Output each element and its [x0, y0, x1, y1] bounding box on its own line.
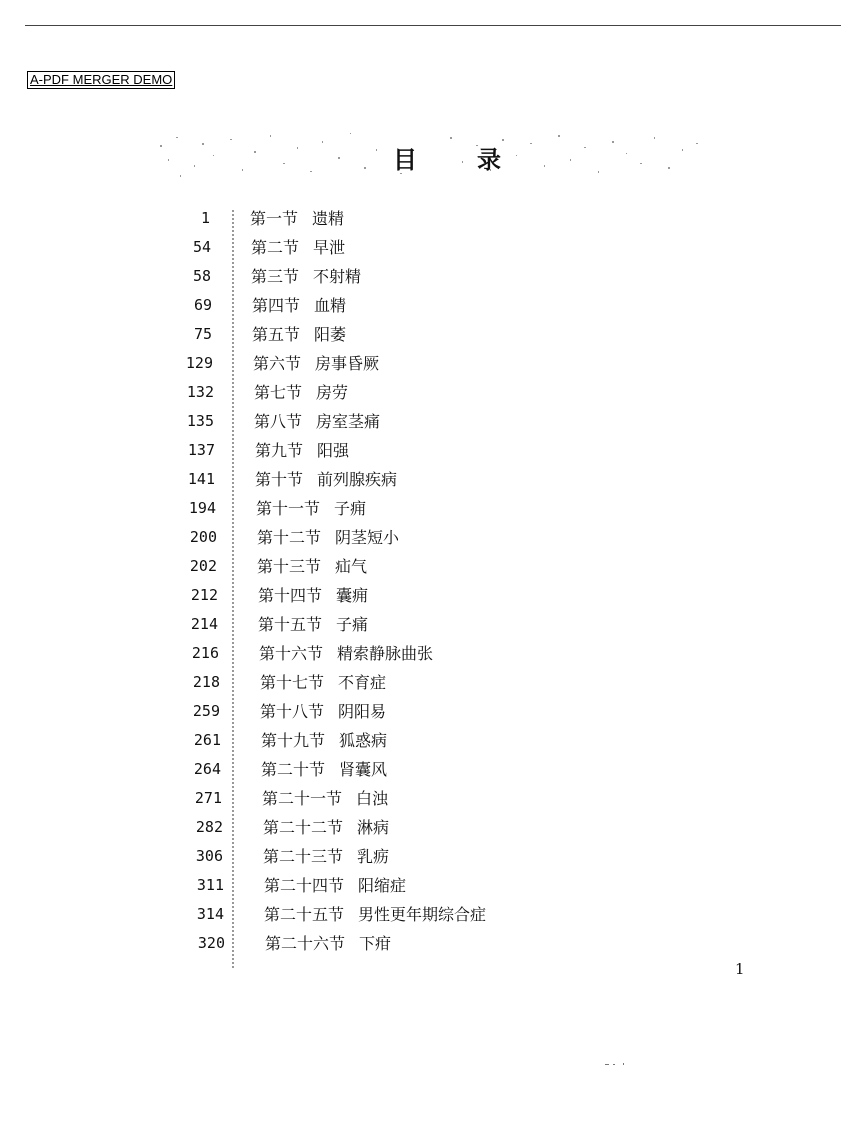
toc-entry[interactable] — [150, 523, 590, 552]
toc-section-name: 阳缩症 — [358, 876, 407, 895]
toc-page-number: 200 — [189, 528, 217, 546]
toc-section-label: 第二十三节 — [263, 847, 344, 866]
toc-page-number: 75 — [193, 325, 212, 343]
toc-page-number: 259 — [192, 702, 220, 720]
toc-section-name: 肾囊风 — [339, 760, 388, 779]
toc-section-name: 阳强 — [317, 441, 350, 460]
toc-entry[interactable] — [150, 842, 590, 871]
toc-entry[interactable] — [150, 262, 590, 291]
toc-entry[interactable] — [150, 436, 590, 465]
toc-section-label: 第七节 — [254, 383, 303, 402]
toc-section-name: 狐惑病 — [339, 731, 388, 750]
toc-section-label: 第二十二节 — [263, 818, 344, 837]
toc-page-number: 1 — [200, 209, 210, 227]
toc-section-label: 第一节 — [250, 209, 299, 228]
table-of-contents — [150, 204, 590, 958]
toc-section-name: 血精 — [314, 296, 347, 315]
toc-section-label: 第二十一节 — [262, 789, 343, 808]
toc-entry[interactable] — [150, 755, 590, 784]
toc-entry[interactable] — [150, 494, 590, 523]
toc-entry[interactable] — [150, 204, 590, 233]
toc-page-number: 320 — [197, 934, 225, 952]
watermark-banner[interactable]: A-PDF MERGER DEMO — [27, 71, 175, 89]
toc-section-label: 第三节 — [251, 267, 300, 286]
toc-page-number: 311 — [196, 876, 224, 894]
toc-section-label: 第十二节 — [257, 528, 322, 547]
toc-page-number: 58 — [192, 267, 211, 285]
page-title: 目录 — [393, 145, 561, 174]
toc-section-name: 囊痈 — [336, 586, 369, 605]
toc-page-number: 194 — [188, 499, 216, 517]
toc-section-label: 第六节 — [253, 354, 302, 373]
toc-section-name: 精索静脉曲张 — [337, 644, 434, 663]
toc-section-name: 早泄 — [313, 238, 346, 257]
toc-section-name: 不射精 — [313, 267, 362, 286]
toc-section-name: 子痛 — [336, 615, 369, 634]
toc-entry[interactable] — [150, 929, 590, 958]
toc-entry[interactable] — [150, 320, 590, 349]
toc-section-name: 房事昏厥 — [315, 354, 380, 373]
toc-page-number: 69 — [193, 296, 212, 314]
toc-section-label: 第九节 — [255, 441, 304, 460]
toc-page-number: 282 — [195, 818, 223, 836]
toc-section-name: 下疳 — [359, 934, 392, 953]
toc-section-name: 遗精 — [312, 209, 345, 228]
toc-entry[interactable] — [150, 610, 590, 639]
toc-section-label: 第四节 — [252, 296, 301, 315]
toc-page-number: 202 — [189, 557, 217, 575]
toc-section-label: 第十一节 — [256, 499, 321, 518]
toc-section-name: 男性更年期综合症 — [358, 905, 487, 924]
top-rule — [25, 25, 841, 26]
toc-entry[interactable] — [150, 784, 590, 813]
toc-section-label: 第二节 — [251, 238, 300, 257]
toc-page-number: 306 — [195, 847, 223, 865]
toc-entry[interactable] — [150, 639, 590, 668]
toc-page-number: 212 — [190, 586, 218, 604]
toc-section-name: 阴阳易 — [338, 702, 387, 721]
toc-section-label: 第十四节 — [258, 586, 323, 605]
toc-section-label: 第五节 — [252, 325, 301, 344]
toc-section-name: 阳萎 — [314, 325, 347, 344]
toc-page-number: 314 — [196, 905, 224, 923]
toc-section-name: 子痈 — [334, 499, 367, 518]
toc-section-label: 第二十五节 — [264, 905, 345, 924]
dotted-divider-line — [232, 210, 234, 970]
page-number: 1 — [735, 960, 745, 978]
scan-specks — [595, 1060, 635, 1070]
toc-section-label: 第十九节 — [261, 731, 326, 750]
toc-entry[interactable] — [150, 407, 590, 436]
toc-page-number: 129 — [185, 354, 213, 372]
toc-section-name: 不育症 — [338, 673, 387, 692]
toc-page-number: 216 — [191, 644, 219, 662]
toc-section-label: 第十节 — [255, 470, 304, 489]
toc-entry[interactable] — [150, 378, 590, 407]
toc-section-label: 第十三节 — [257, 557, 322, 576]
toc-entry[interactable] — [150, 813, 590, 842]
toc-section-name: 疝气 — [335, 557, 368, 576]
toc-page-number: 132 — [186, 383, 214, 401]
toc-entry[interactable] — [150, 552, 590, 581]
toc-section-label: 第十六节 — [259, 644, 324, 663]
toc-page-number: 214 — [190, 615, 218, 633]
toc-page-number: 271 — [194, 789, 222, 807]
toc-page-number: 141 — [187, 470, 215, 488]
toc-entry[interactable] — [150, 871, 590, 900]
toc-entry[interactable] — [150, 668, 590, 697]
toc-entry[interactable] — [150, 900, 590, 929]
toc-section-name: 淋病 — [357, 818, 390, 837]
toc-section-name: 白浊 — [356, 789, 389, 808]
toc-page-number: 137 — [187, 441, 215, 459]
toc-section-name: 房室茎痛 — [316, 412, 381, 431]
toc-entry[interactable] — [150, 349, 590, 378]
toc-page-number: 261 — [193, 731, 221, 749]
toc-section-label: 第八节 — [254, 412, 303, 431]
toc-entry[interactable] — [150, 465, 590, 494]
toc-entry[interactable] — [150, 726, 590, 755]
toc-entry[interactable] — [150, 697, 590, 726]
toc-section-label: 第二十六节 — [265, 934, 346, 953]
toc-entry[interactable] — [150, 581, 590, 610]
toc-section-label: 第二十四节 — [264, 876, 345, 895]
toc-entry[interactable] — [150, 233, 590, 262]
toc-section-name: 阴茎短小 — [335, 528, 400, 547]
toc-page-number: 135 — [186, 412, 214, 430]
toc-section-label: 第十七节 — [260, 673, 325, 692]
toc-page-number: 218 — [192, 673, 220, 691]
toc-page-number: 264 — [193, 760, 221, 778]
toc-section-name: 前列腺疾病 — [317, 470, 398, 489]
toc-section-name: 房劳 — [316, 383, 349, 402]
toc-section-label: 第十五节 — [258, 615, 323, 634]
toc-section-name: 乳疬 — [357, 847, 390, 866]
toc-section-label: 第二十节 — [261, 760, 326, 779]
toc-section-label: 第十八节 — [260, 702, 325, 721]
toc-entry[interactable] — [150, 291, 590, 320]
toc-page-number: 54 — [192, 238, 211, 256]
